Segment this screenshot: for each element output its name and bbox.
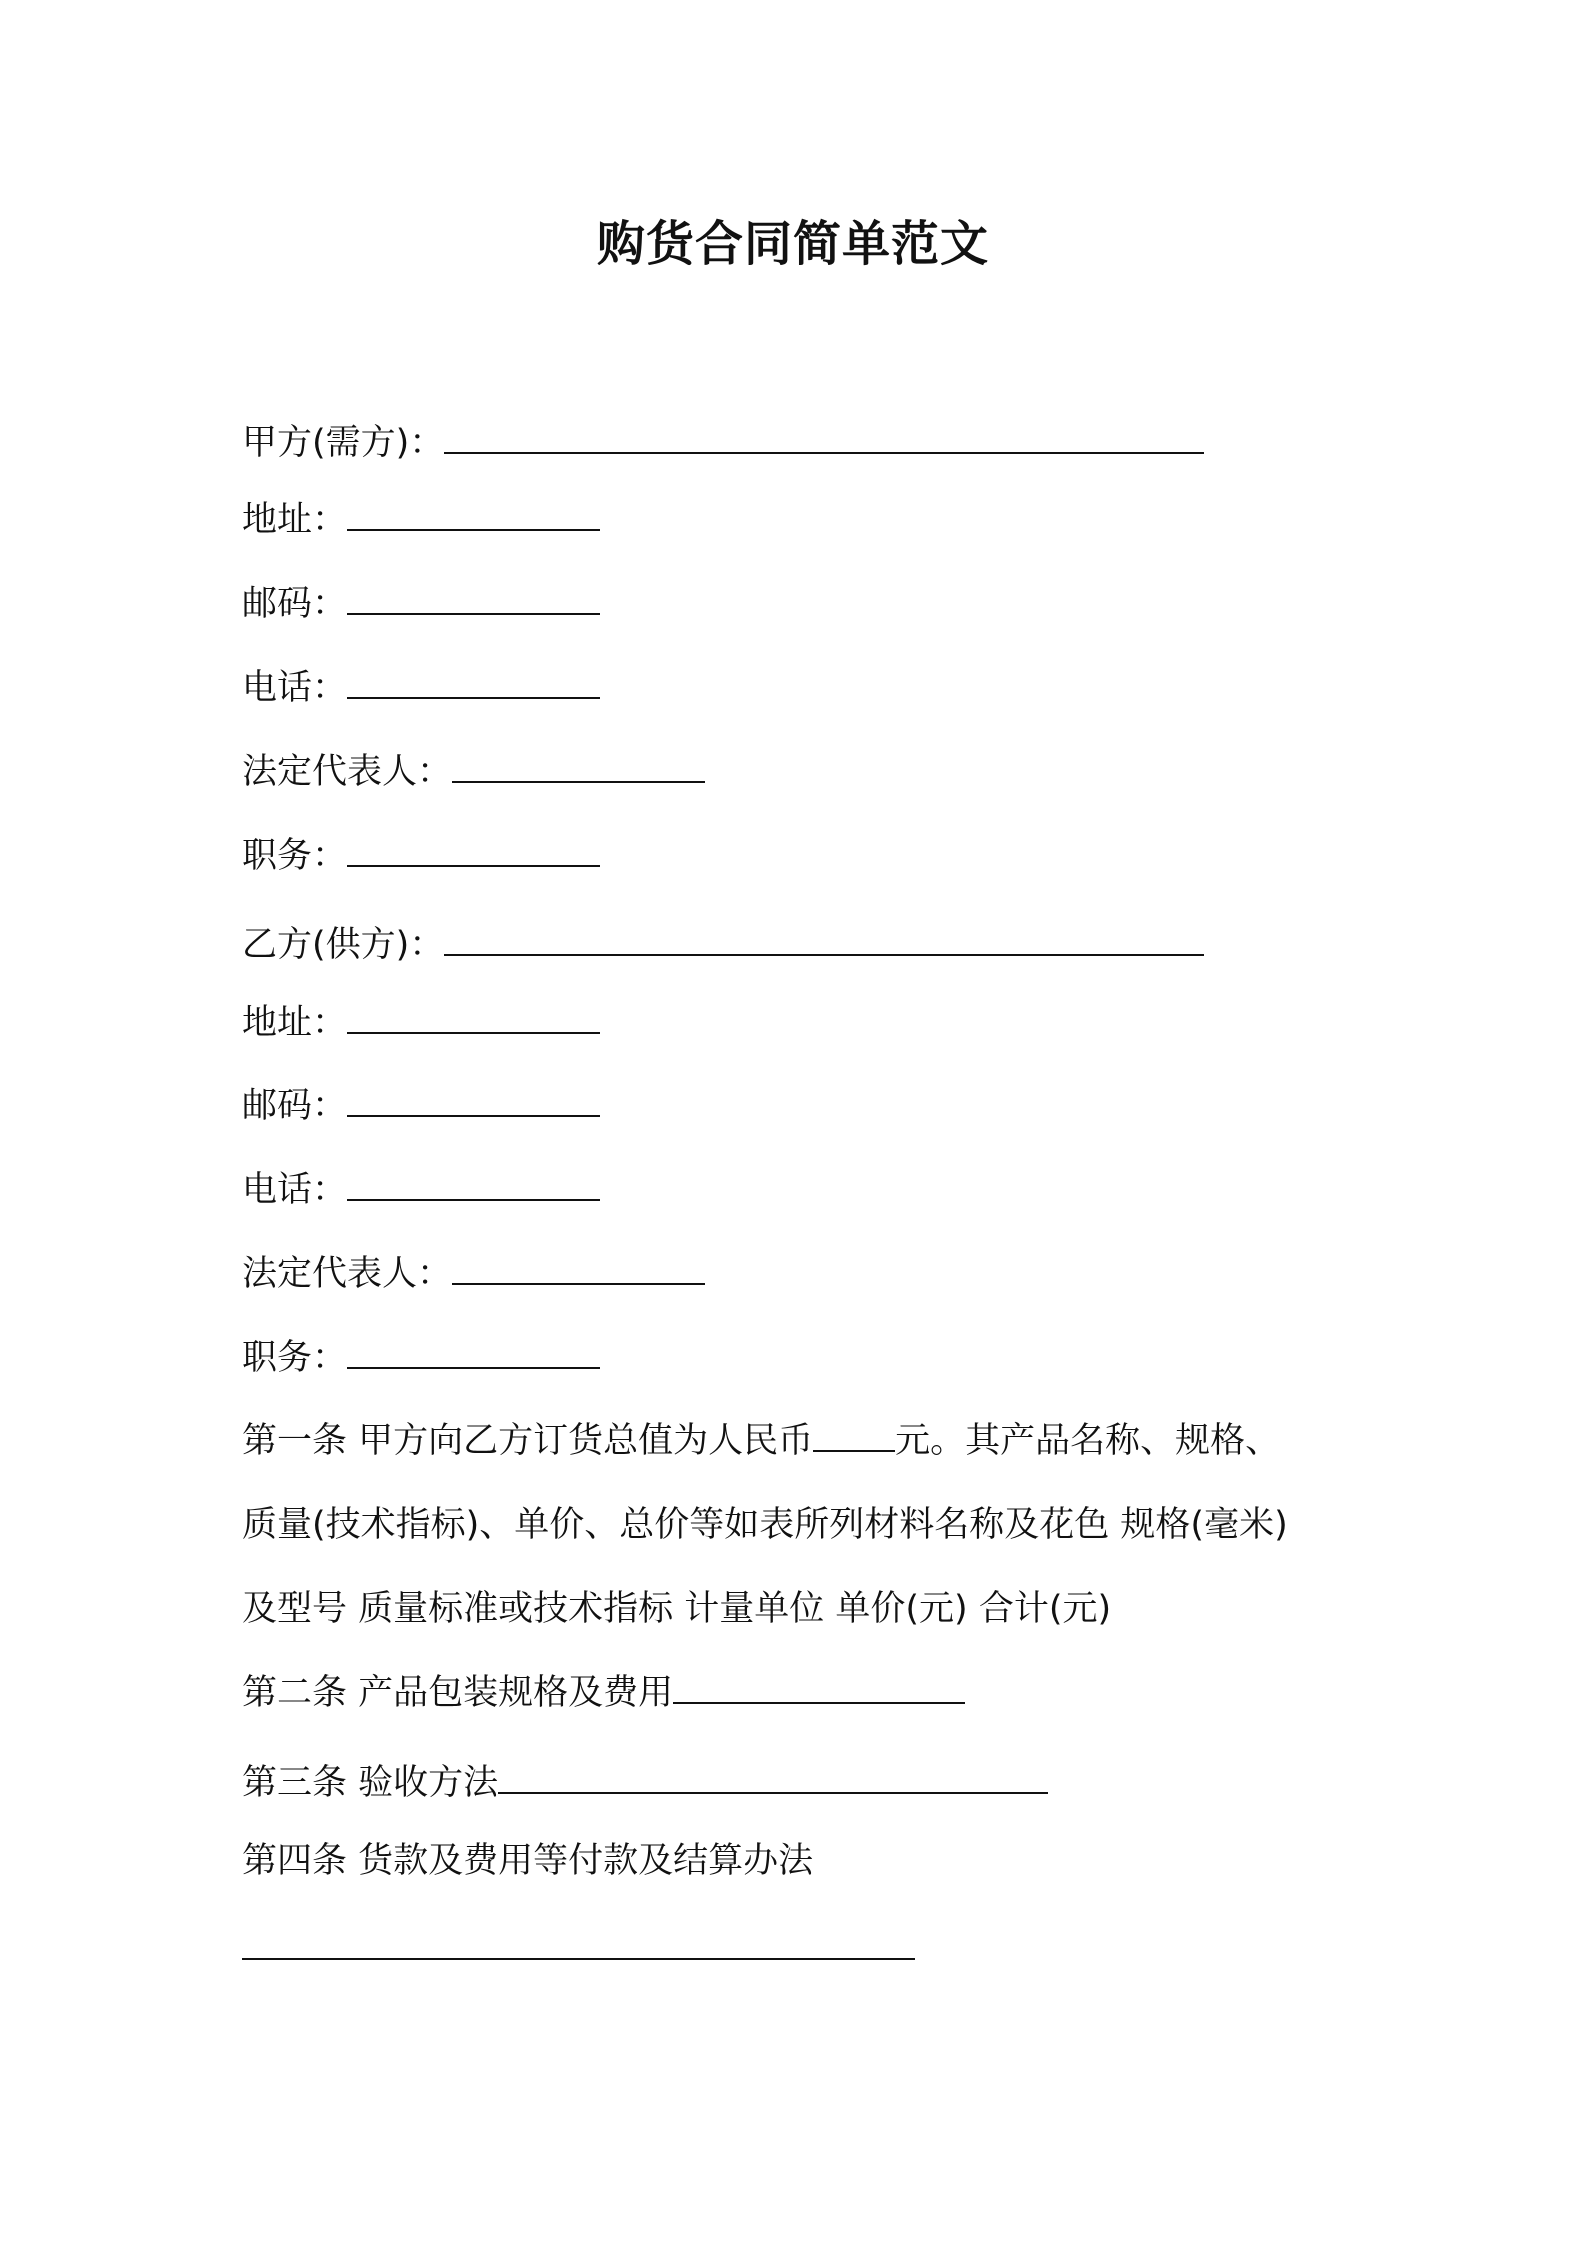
- article-2-line: [242, 1670, 965, 1716]
- party-b-legal-rep-label: 法定代表人：: [242, 1254, 453, 1294]
- article-4-blank[interactable]: [242, 1928, 915, 1960]
- party-b-phone-blank[interactable]: [347, 1169, 600, 1201]
- party-b-postcode-line: [242, 1083, 600, 1129]
- party-b-postcode-label: 邮码：: [242, 1086, 348, 1126]
- party-a-legal-rep-label: 法定代表人：: [242, 752, 453, 792]
- party-b-position-line: [242, 1335, 600, 1381]
- party-a-postcode-label: 邮码：: [242, 584, 348, 624]
- party-b-line: [242, 922, 1204, 968]
- party-a-address-label: 地址：: [242, 500, 348, 540]
- party-b-address-label: 地址：: [242, 1003, 348, 1043]
- party-a-postcode-line: [242, 581, 600, 627]
- party-b-address-line: [242, 1000, 600, 1046]
- party-a-legal-rep-blank[interactable]: [452, 751, 705, 783]
- party-b-phone-line: [242, 1167, 600, 1213]
- party-b-legal-rep-blank[interactable]: [452, 1253, 705, 1285]
- article-1-amount-blank[interactable]: [813, 1420, 895, 1452]
- party-a-phone-blank[interactable]: [347, 667, 600, 699]
- party-a-blank[interactable]: [444, 422, 1204, 454]
- article-1-line-1: [242, 1418, 1280, 1464]
- party-a-label: 甲方(需方)：: [242, 423, 445, 463]
- party-b-blank[interactable]: [444, 924, 1204, 956]
- article-3-line: [242, 1760, 1048, 1806]
- party-a-phone-label: 电话：: [242, 668, 348, 708]
- party-b-position-blank[interactable]: [347, 1337, 600, 1369]
- article-3-blank[interactable]: [498, 1762, 1048, 1794]
- article-2-blank[interactable]: [673, 1672, 965, 1704]
- party-a-position-label: 职务：: [242, 836, 348, 876]
- article-3-text: 第三条 验收方法: [242, 1763, 499, 1803]
- article-4-blank-line: [242, 1926, 915, 1972]
- article-1-line-3: [242, 1586, 1111, 1632]
- article-1-text-a: 第一条 甲方向乙方订货总值为人民币: [242, 1421, 814, 1461]
- article-1-line-2: [242, 1502, 1288, 1548]
- article-2-text: 第二条 产品包装规格及费用: [242, 1673, 674, 1713]
- article-4-line: [242, 1838, 813, 1884]
- party-a-position-blank[interactable]: [347, 835, 600, 867]
- party-b-address-blank[interactable]: [347, 1002, 600, 1034]
- document-title: 购货合同简单范文: [596, 216, 989, 272]
- party-a-phone-line: [242, 665, 600, 711]
- party-a-line: [242, 420, 1204, 466]
- article-1-text-b: 元。其产品名称、规格、: [895, 1421, 1281, 1461]
- article-1-text-line-3: 及型号 质量标准或技术指标 计量单位 单价(元) 合计(元): [242, 1589, 1112, 1629]
- party-a-postcode-blank[interactable]: [347, 583, 600, 615]
- party-b-position-label: 职务：: [242, 1338, 348, 1378]
- party-b-legal-rep-line: [242, 1251, 705, 1297]
- party-a-legal-rep-line: [242, 749, 705, 795]
- article-1-text-line-2: 质量(技术指标)、单价、总价等如表所列材料名称及花色 规格(毫米): [242, 1505, 1288, 1545]
- party-b-label: 乙方(供方)：: [242, 925, 445, 965]
- party-a-address-blank[interactable]: [347, 499, 600, 531]
- article-4-text: 第四条 货款及费用等付款及结算办法: [242, 1841, 814, 1881]
- party-a-position-line: [242, 833, 600, 879]
- party-b-postcode-blank[interactable]: [347, 1085, 600, 1117]
- party-a-address-line: [242, 497, 600, 543]
- party-b-phone-label: 电话：: [242, 1170, 348, 1210]
